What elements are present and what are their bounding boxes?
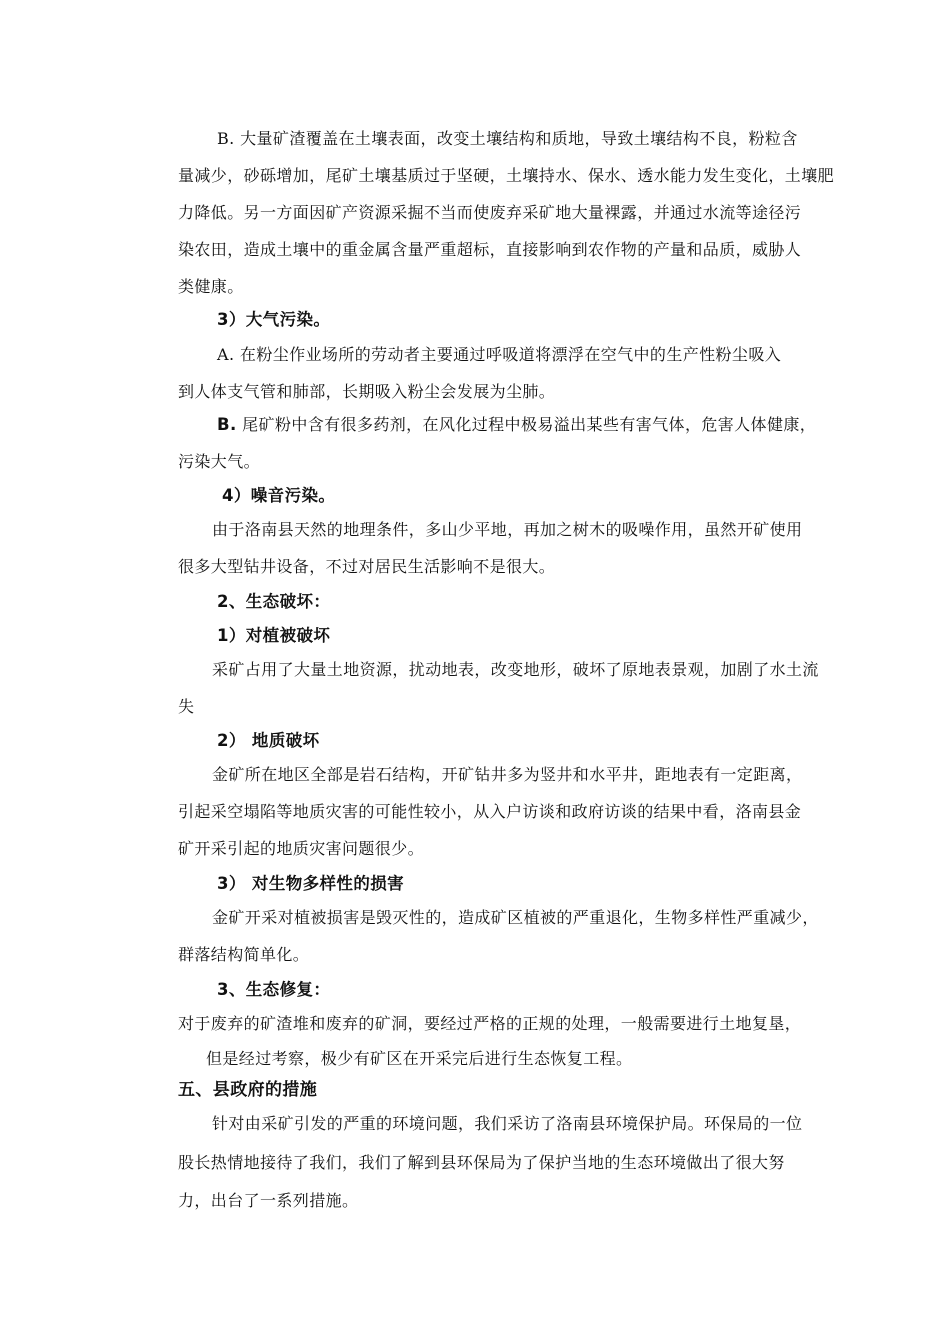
para-geology-line-2: 引起采空塌陷等地质灾害的可能性较小，从入户访谈和政府访谈的结果中看，洛南县金 (178, 802, 802, 821)
para-noise-line-1: 由于洛南县天然的地理条件，多山少平地，再加之树木的吸噪作用，虽然开矿使用 (212, 520, 803, 539)
para-air-b-marker: B. (217, 415, 237, 434)
para-biodiversity-line-1: 金矿开采对植被损害是毁灭性的，造成矿区植被的严重退化，生物多样性严重减少， (212, 908, 819, 927)
heading-vegetation-damage: 1）对植被破坏 (217, 626, 331, 645)
heading-eco-restoration: 3、生态修复： (217, 980, 331, 999)
heading-air-pollution: 3）大气污染。 (217, 310, 331, 329)
para-government-line-2: 股长热情地接待了我们，我们了解到县环保局为了保护当地的生态环境做出了很大努 (178, 1153, 785, 1172)
para-noise-line-2: 很多大型钻井设备，不过对居民生活影响不是很大。 (178, 557, 556, 576)
para-vegetation-line-1: 采矿占用了大量土地资源，扰动地表，改变地形，破坏了原地表景观，加剧了水土流 (212, 660, 819, 679)
para-restoration-line-2: 但是经过考察，极少有矿区在开采完后进行生态恢复工程。 (206, 1049, 633, 1068)
para-vegetation-line-2: 失 (178, 697, 195, 716)
para-air-b-line-2: 污染大气。 (178, 452, 261, 471)
heading-noise-pollution: 4）噪音污染。 (222, 486, 336, 505)
para-geology-line-3: 矿开采引起的地质灾害问题很少。 (178, 839, 425, 858)
para-soil-line-1: B. 大量矿渣覆盖在土壤表面，改变土壤结构和质地，导致土壤结构不良，粉粒含 (217, 129, 798, 148)
para-government-line-1: 针对由采矿引发的严重的环境问题，我们采访了洛南县环境保护局。环保局的一位 (212, 1114, 803, 1133)
heading-biodiversity: 3） 对生物多样性的损害 (217, 874, 405, 893)
para-air-a-line-2: 到人体支气管和肺部，长期吸入粉尘会发展为尘肺。 (178, 382, 556, 401)
para-air-b-text: 尾矿粉中含有很多药剂，在风化过程中极易溢出某些有害气体，危害人体健康， (242, 415, 817, 434)
para-soil-line-5: 类健康。 (178, 277, 244, 296)
para-biodiversity-line-2: 群落结构简单化。 (178, 945, 310, 964)
para-soil-line-4: 染农田，造成土壤中的重金属含量严重超标，直接影响到农作物的产量和品质，威胁人 (178, 240, 802, 259)
heading-eco-damage: 2、生态破坏： (217, 592, 331, 611)
para-air-a-line-1: A. 在粉尘作业场所的劳动者主要通过呼吸道将漂浮在空气中的生产性粉尘吸入 (217, 345, 782, 364)
heading-government-measures: 五、县政府的措施 (178, 1080, 318, 1100)
para-air-b-line-1 (217, 415, 816, 435)
heading-geology-damage: 2） 地质破坏 (217, 731, 320, 750)
para-soil-line-2: 量减少，砂砾增加，尾矿土壤基质过于坚硬，土壤持水、保水、透水能力发生变化，土壤肥 (178, 166, 835, 185)
para-restoration-line-1: 对于废弃的矿渣堆和废弃的矿洞，要经过严格的正规的处理，一般需要进行土地复垦， (178, 1014, 802, 1033)
para-soil-line-3: 力降低。另一方面因矿产资源采掘不当而使废弃采矿地大量裸露，并通过水流等途径污 (178, 203, 802, 222)
para-government-line-3: 力，出台了一系列措施。 (178, 1191, 359, 1210)
para-geology-line-1: 金矿所在地区全部是岩石结构，开矿钻井多为竖井和水平井，距地表有一定距离， (212, 765, 803, 784)
